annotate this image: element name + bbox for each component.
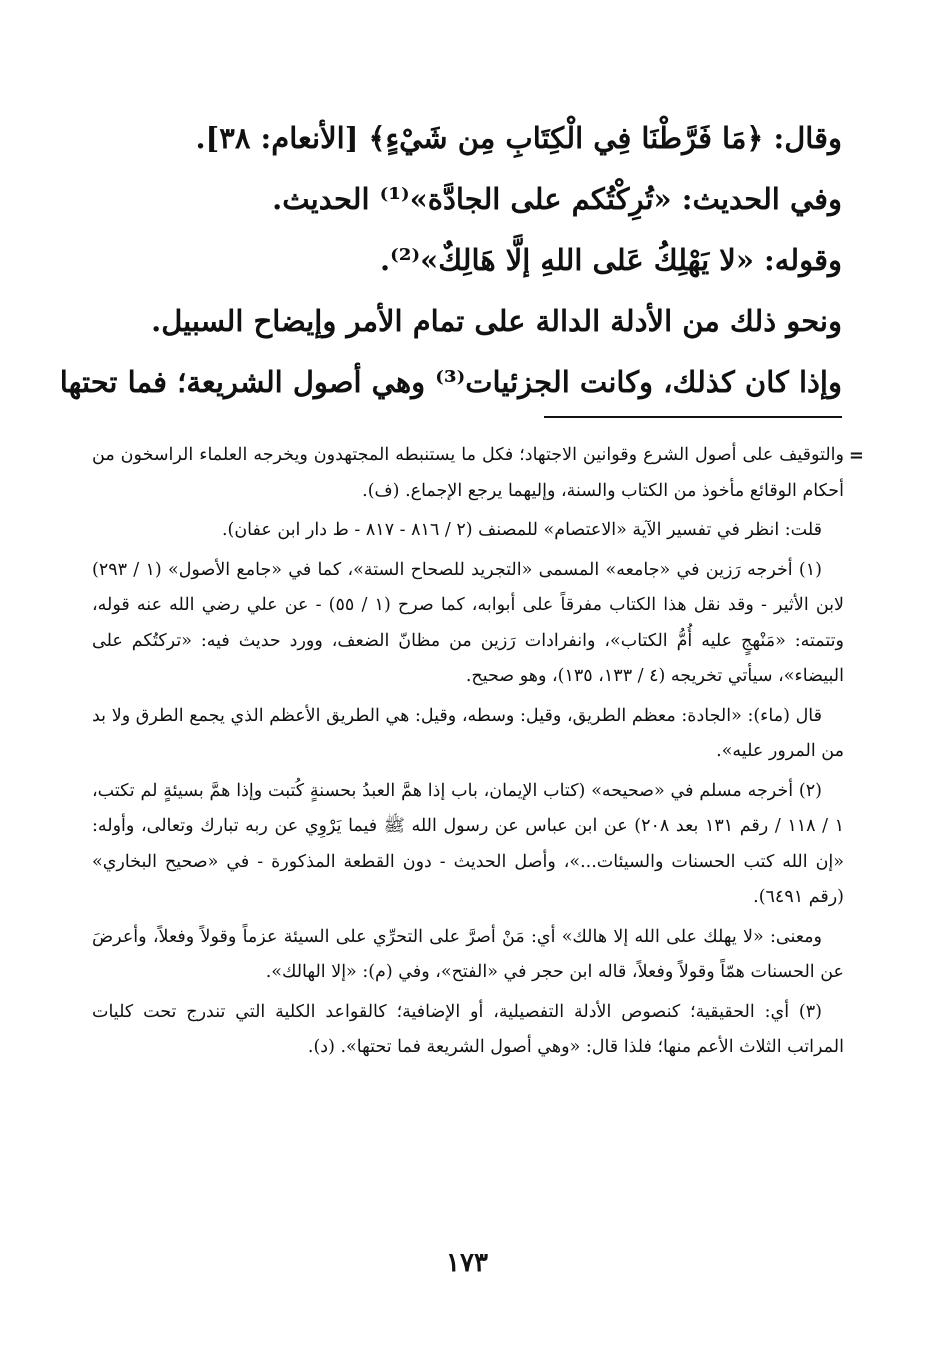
continuation-mark: = <box>848 445 864 466</box>
continuation-text: والتوقيف على أصول الشرع وقوانين الاجتهاد؛ فكل ما يستنبطه المجتهدون ويخرجه العلماء الراسخون من أحكام الوقائع مأخوذ من الكتاب والسنة، وإليهما يرجع الإجماع. (ف). <box>92 445 844 501</box>
footnote-1: (١) أخرجه رَزين في «جامعه» المسمى «التجريد للصحاح الستة»، كما في «جامع الأصول» (١ / ٢٩٣) لابن الأثير - وقد نقل هذا الكتاب مفرقاً على أبوابه، كما صرح (١ / ٥٥) - عن علي رضي الله عنه قوله، وتتمته: «مَنْهجٍ عليه أُمُّ الكتاب»، وانفرادات رَزين من مظانّ الضعف، وورد حديث فيه: «تركتُكم على البيضاء»، سيأتي تخريجه (٤ / ١٣٣، ١٣٥)، وهو صحيح. <box>92 559 845 686</box>
footnote-separator <box>544 416 842 418</box>
main-line-3: وقوله: «لا يَهْلِكُ عَلى اللهِ إلَّا هَالِكٌ»⁽²⁾. <box>380 243 842 277</box>
main-line-1: وقال: ﴿مَا فَرَّطْنَا فِي الْكِتَابِ مِن شَيْءٍ﴾ [الأنعام: ٣٨]. <box>195 121 842 155</box>
main-line-2: وفي الحديث: «تُرِكْتُكم على الجادَّة»⁽¹⁾ الحديث. <box>272 182 842 216</box>
footnote-2: (٢) أخرجه مسلم في «صحيحه» (كتاب الإيمان، باب إذا همَّ العبدُ بحسنةٍ كُتبت وإذا همَّ بسيئةٍ لم تكتب، ١ / ١١٨ / رقم ١٣١ بعد ٢٠٨) عن ابن عباس عن رسول الله ﷺ فيما يَرْوِي عن ربه تبارك وتعالى، وأوله: «إن الله كتب الحسنات والسيئات...»، وأصل الحديث - دون القطعة المذكورة - في «صحيح البخاري» (رقم ٦٤٩١). <box>92 780 845 907</box>
footnotes <box>92 438 864 1070</box>
main-line-4: ونحو ذلك من الأدلة الدالة على تمام الأمر وإيضاح السبيل. <box>151 304 842 338</box>
footnote-continuation <box>92 438 864 509</box>
footnote-1-definition: قال (ماء): «الجادة: معظم الطريق، وقيل: وسطه، وقيل: هي الطريق الأعظم الذي يجمع الطرق ولا بد من المرور عليه». <box>92 705 844 761</box>
footnote-qult: قلت: انظر في تفسير الآية «الاعتصام» للمصنف (٢ / ٨١٦ - ٨١٧ - ط دار ابن عفان). <box>221 520 822 540</box>
footnote-3: (٣) أي: الحقيقية؛ كنصوص الأدلة التفصيلية، أو الإضافية؛ كالقواعد الكلية التي تندرج تحت كليات المراتب الثلاث الأعم منها؛ فلذا قال: «وهي أصول الشريعة فما تحتها». (د). <box>92 1001 844 1057</box>
page-number: ١٧٣ <box>446 1248 488 1278</box>
main-line-5: وإذا كان كذلك، وكانت الجزئيات⁽³⁾ وهي أصول الشريعة؛ فما تحتها <box>59 365 842 399</box>
footnote-2-meaning: ومعنى: «لا يهلك على الله إلا هالك» أي: مَنْ أصرَّ على التحرِّي على السيئة عزماً وقولاً وفعلاً، وأعرضَ عن الحسنات همّاً وقولاً وفعلاً، قاله ابن حجر في «الفتح»، وفي (م): «إلا الهالك». <box>92 926 844 982</box>
main-text <box>59 108 842 413</box>
